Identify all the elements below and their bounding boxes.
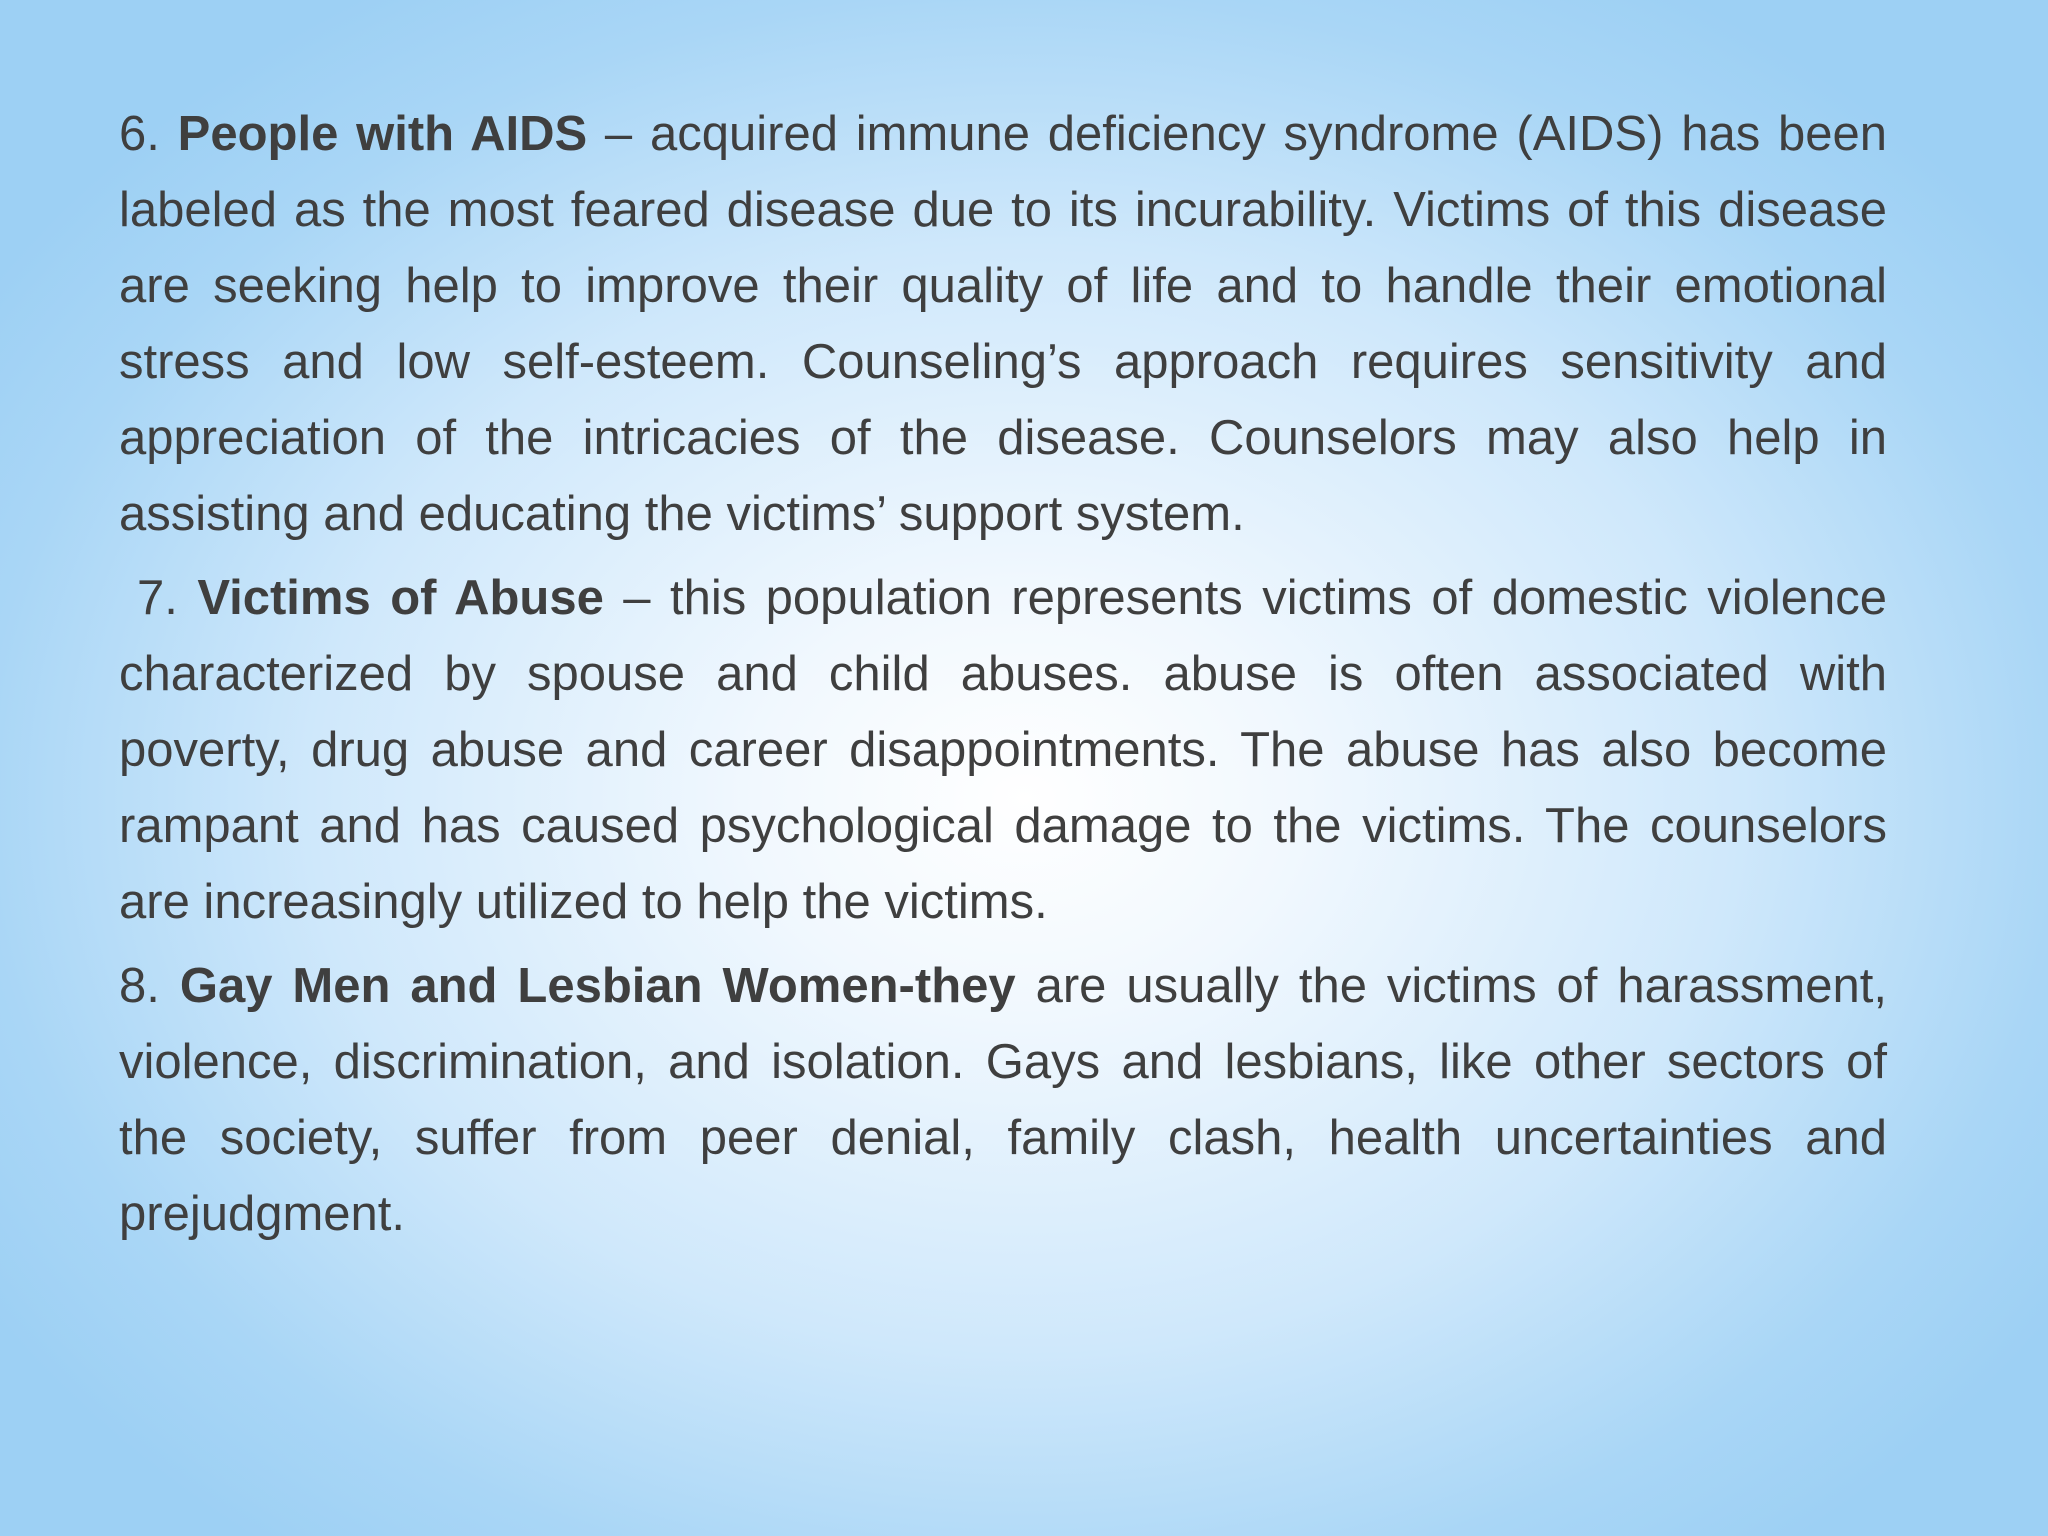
item-separator: – xyxy=(587,107,650,161)
item-title: Victims of Abuse xyxy=(197,571,604,625)
item-title: People with AIDS xyxy=(177,107,588,161)
item-people-with-aids xyxy=(119,96,1887,552)
item-text: are usually the victims of harassment, violence, discrimination, and isolation. Gays and lesbians, like other sectors of the society, suffer from peer denial, family clash, health uncertainties and prejudgment. xyxy=(119,959,1887,1241)
item-gay-men-and-lesbian-women xyxy=(119,948,1887,1252)
item-text: acquired immune deficiency syndrome (AIDS) has been labeled as the most feared disease due to its incurability. Victims of this disease are seeking help to improve their quality of life and to handle their emotional stress and low self-esteem. Counseling’s approach requires sensitivity and appreciation of the intricacies of the disease. Counselors may also help in assisting and educating the victims’ support system. xyxy=(119,107,1887,541)
item-number: 8. xyxy=(119,959,160,1013)
item-separator: – xyxy=(603,571,670,625)
item-number: 6. xyxy=(119,107,160,161)
item-number: 7. xyxy=(137,571,178,625)
item-text: this population represents victims of domestic violence characterized by spouse and child abuses. abuse is often associated with poverty, drug abuse and career disappointments. The abuse has also become rampant and has caused psychological damage to the victims. The counselors are increasingly utilized to help the victims. xyxy=(119,571,1887,929)
item-victims-of-abuse xyxy=(119,560,1887,940)
slide-content xyxy=(119,96,1887,1252)
item-separator xyxy=(1016,959,1036,1013)
item-title: Gay Men and Lesbian Women-they xyxy=(179,959,1016,1013)
